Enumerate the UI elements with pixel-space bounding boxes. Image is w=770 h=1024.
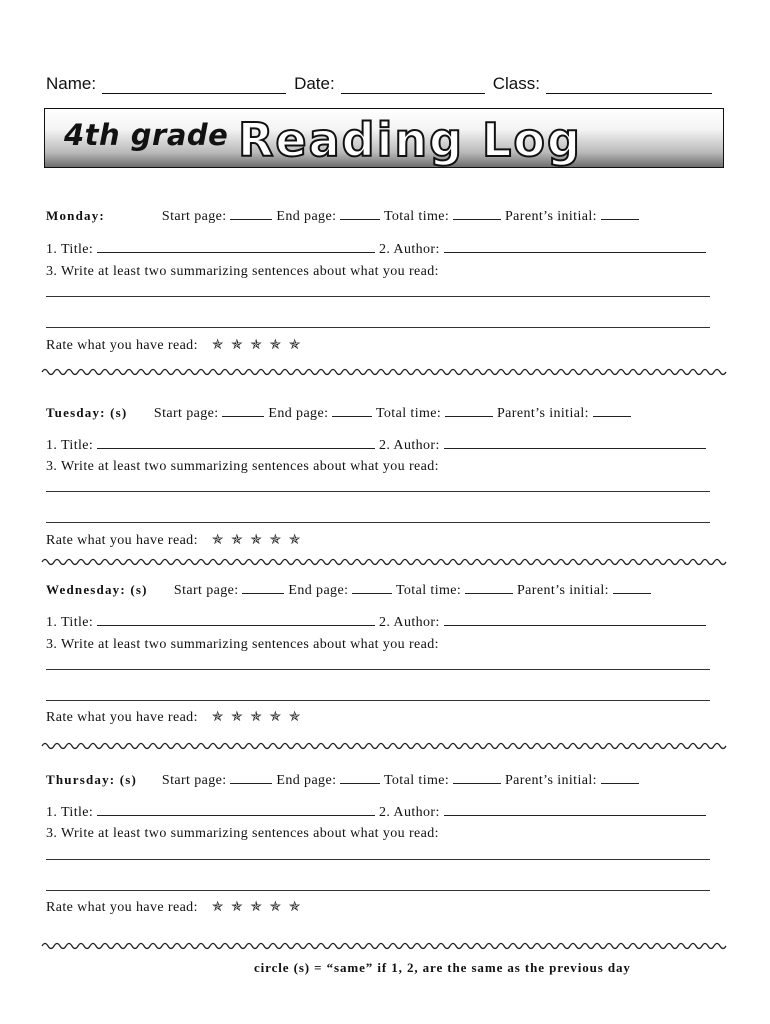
day-0-title-row	[46, 240, 706, 258]
total-time-label: Total time:	[395, 583, 462, 598]
banner-title	[236, 104, 582, 174]
day-label: Tuesday: (s)	[46, 405, 128, 420]
title-label: 1. Title:	[46, 805, 94, 820]
rate-label: Rate what you have read:	[46, 338, 198, 353]
parent-initial-field[interactable]	[601, 771, 639, 784]
rate-label: Rate what you have read:	[46, 533, 198, 548]
parent-initial-field[interactable]	[613, 581, 651, 594]
date-field[interactable]	[341, 79, 485, 94]
summary-line[interactable]	[46, 669, 710, 670]
author-field[interactable]	[444, 803, 706, 816]
day-3-rating-row	[46, 899, 302, 916]
star-rating[interactable]: ✯ ✯ ✯ ✯ ✯	[211, 900, 303, 915]
title-label: 1. Title:	[46, 438, 94, 453]
author-field[interactable]	[444, 240, 706, 253]
day-0-rating-row	[46, 337, 302, 354]
day-label: Thursday: (s)	[46, 772, 138, 787]
total-time-field[interactable]	[453, 771, 501, 784]
summary-line[interactable]	[46, 522, 710, 523]
class-label: Class:	[492, 74, 540, 93]
wavy-divider	[42, 740, 726, 752]
total-time-field[interactable]	[445, 404, 493, 417]
summary-line[interactable]	[46, 327, 710, 328]
start-page-label: Start page:	[153, 406, 219, 421]
student-info-line	[46, 74, 720, 94]
end-page-field[interactable]	[340, 207, 380, 220]
star-rating[interactable]: ✯ ✯ ✯ ✯ ✯	[211, 533, 303, 548]
author-label: 2. Author:	[379, 805, 440, 820]
title-label: 1. Title:	[46, 615, 94, 630]
parent-initial-label: Parent’s initial:	[517, 583, 609, 598]
day-3-title-row	[46, 803, 706, 821]
parent-initial-field[interactable]	[601, 207, 639, 220]
end-page-field[interactable]	[340, 771, 380, 784]
wavy-divider	[42, 556, 726, 568]
total-time-label: Total time:	[383, 773, 450, 788]
name-label: Name:	[46, 74, 97, 93]
day-label: Wednesday: (s)	[46, 582, 148, 597]
day-0-stats-row	[46, 207, 639, 225]
author-field[interactable]	[444, 436, 706, 449]
day-2-stats-row	[46, 581, 651, 599]
rate-label: Rate what you have read:	[46, 900, 198, 915]
parent-initial-label: Parent’s initial:	[505, 773, 597, 788]
title-field[interactable]	[97, 436, 375, 449]
summary-line[interactable]	[46, 890, 710, 891]
end-page-field[interactable]	[332, 404, 372, 417]
start-page-label: Start page:	[173, 583, 239, 598]
summary-line[interactable]	[46, 859, 710, 860]
parent-initial-label: Parent’s initial:	[505, 209, 597, 224]
title-label: 1. Title:	[46, 242, 94, 257]
total-time-field[interactable]	[453, 207, 501, 220]
date-label: Date:	[294, 74, 335, 93]
total-time-field[interactable]	[465, 581, 513, 594]
day-2-rating-row	[46, 709, 302, 726]
total-time-label: Total time:	[383, 209, 450, 224]
summary-line[interactable]	[46, 296, 710, 297]
banner-title-text: Reading Log	[238, 113, 582, 167]
summary-line[interactable]	[46, 700, 710, 701]
day-2-title-row	[46, 613, 706, 631]
footer-note: circle (s) = “same” if 1, 2, are the same as the previous day	[254, 960, 631, 975]
summary-prompt: 3. Write at least two summarizing sentences about what you read:	[46, 637, 439, 652]
end-page-label: End page:	[288, 583, 349, 598]
day-label: Monday:	[46, 208, 105, 223]
class-field[interactable]	[546, 79, 712, 94]
end-page-label: End page:	[276, 773, 337, 788]
star-rating[interactable]: ✯ ✯ ✯ ✯ ✯	[211, 338, 303, 353]
end-page-label: End page:	[276, 209, 337, 224]
summary-line[interactable]	[46, 491, 710, 492]
summary-prompt: 3. Write at least two summarizing sentences about what you read:	[46, 826, 439, 841]
title-field[interactable]	[97, 613, 375, 626]
rate-label: Rate what you have read:	[46, 710, 198, 725]
author-label: 2. Author:	[379, 438, 440, 453]
title-field[interactable]	[97, 240, 375, 253]
start-page-field[interactable]	[222, 404, 264, 417]
author-label: 2. Author:	[379, 242, 440, 257]
start-page-label: Start page:	[161, 209, 227, 224]
day-1-rating-row	[46, 532, 302, 549]
author-field[interactable]	[444, 613, 706, 626]
day-3-stats-row	[46, 771, 639, 789]
name-field[interactable]	[102, 79, 286, 94]
start-page-field[interactable]	[230, 207, 272, 220]
end-page-label: End page:	[268, 406, 329, 421]
parent-initial-label: Parent’s initial:	[497, 406, 589, 421]
wavy-divider	[42, 940, 726, 952]
start-page-label: Start page:	[161, 773, 227, 788]
author-label: 2. Author:	[379, 615, 440, 630]
star-rating[interactable]: ✯ ✯ ✯ ✯ ✯	[211, 710, 303, 725]
parent-initial-field[interactable]	[593, 404, 631, 417]
summary-prompt: 3. Write at least two summarizing sentences about what you read:	[46, 459, 439, 474]
day-1-title-row	[46, 436, 706, 454]
end-page-field[interactable]	[352, 581, 392, 594]
grade-label: 4th grade	[64, 118, 229, 152]
wavy-divider	[42, 366, 726, 378]
total-time-label: Total time:	[375, 406, 442, 421]
day-1-stats-row	[46, 404, 631, 422]
start-page-field[interactable]	[242, 581, 284, 594]
title-field[interactable]	[97, 803, 375, 816]
summary-prompt: 3. Write at least two summarizing sentences about what you read:	[46, 264, 439, 279]
start-page-field[interactable]	[230, 771, 272, 784]
